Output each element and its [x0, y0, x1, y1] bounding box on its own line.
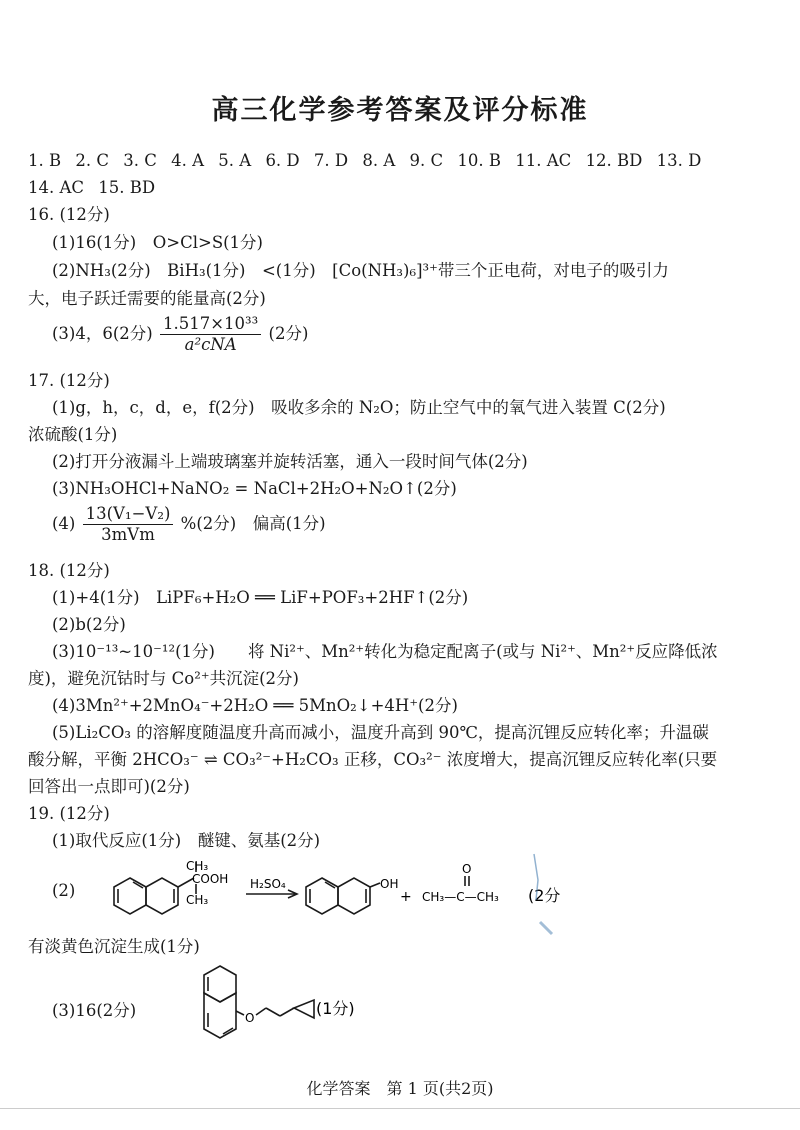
q19-part2-score: (2分 [528, 886, 561, 905]
ether-ring-bottom [204, 993, 236, 1038]
q17-part3: (3)NH₃OHCl+NaNO₂ = NaCl+2H₂O+N₂O↑(2分) [52, 479, 457, 498]
reaction-scheme [100, 856, 570, 936]
q17-part2: (2)打开分液漏斗上端玻璃塞并旋转活塞，通入一段时间气体(2分) [52, 452, 528, 471]
q16-part1: (1)16(1分) O>Cl>S(1分) [52, 233, 263, 252]
product-hydroxyl: OH [380, 877, 399, 891]
page-footer: 化学答案 第 1 页(共2页) [306, 1079, 494, 1098]
reactant-carboxyl: COOH [192, 872, 229, 886]
q16-part3 [52, 314, 308, 355]
q16-part2-cont: 大，电子跃迁需要的能量高(2分) [28, 289, 266, 308]
q17-part4-score: %(2分) 偏高(1分) [180, 514, 326, 533]
mc-answer: 7. D [313, 151, 349, 170]
mc-answer: 11. AC [515, 151, 572, 170]
q17-part1: (1)g，h，c，d，e，f(2分) 吸收多余的 N₂O；防止空气中的氧气进入装置 C(2分) [52, 398, 666, 417]
mc-answer: 5. A [218, 151, 252, 170]
mc-answer: 1. B [28, 151, 62, 170]
q17-part4 [52, 504, 326, 545]
q19-heading: 19. (12分) [28, 804, 110, 823]
reactant-methyl-top: CH₃ [186, 859, 209, 873]
mc-answer: 14. AC [28, 178, 85, 197]
acetone-formula: CH₃—C—CH₃ [422, 890, 499, 904]
bottom-divider [0, 1108, 800, 1109]
q16-density-fraction [160, 314, 261, 355]
mc-answer: 15. BD [98, 178, 156, 197]
scan-smudge [530, 850, 560, 940]
q16-heading: 16. (12分) [28, 205, 110, 224]
acetone-oxygen: O [462, 862, 472, 876]
naphthalene-ring-left [114, 878, 146, 914]
mc-answer: 6. D [265, 151, 300, 170]
page-title: 高三化学参考答案及评分标准 [211, 95, 589, 126]
q18-heading: 18. (12分) [28, 561, 110, 580]
epoxide-ring [294, 1000, 314, 1018]
q18-part3: (3)10⁻¹³~10⁻¹²(1分) 将 Ni²⁺、Mn²⁺转化为稳定配离子(或与 Ni²⁺、Mn²⁺反应降低浓 [52, 642, 718, 661]
mc-answer: 12. BD [585, 151, 643, 170]
q16-part3-prefix: (3)4，6(2分) [52, 324, 153, 343]
q17-part1-cont: 浓硫酸(1分) [28, 425, 118, 444]
mc-answer: 4. A [171, 151, 205, 170]
q16-part3-score: (2分) [268, 324, 309, 343]
reagent-sulfuric-acid: H₂SO₄ [250, 877, 286, 891]
q16-part2: (2)NH₃(2分) BiH₃(1分) <(1分) [Co(NH₃)₆]³⁺带三个正电荷，对电子的吸引力 [52, 261, 669, 280]
q17-heading: 17. (12分) [28, 371, 110, 390]
mc-answer: 8. A [362, 151, 396, 170]
mc-answer: 3. C [123, 151, 157, 170]
q16-fraction-numerator: 1.517×10³³ [160, 314, 261, 335]
plus-sign: + [400, 889, 412, 905]
q17-fraction-denominator: 3mVm [101, 525, 155, 544]
q18-part5-cont2: 回答出一点即可)(2分) [28, 777, 190, 796]
reactant-methyl-bottom: CH₃ [186, 893, 209, 907]
mc-row-2 [28, 177, 164, 199]
q18-part2: (2)b(2分) [52, 615, 126, 634]
q16-fraction-denominator: a²cNA [184, 335, 237, 354]
q19-part3-prefix: (3)16(2分) [52, 1001, 137, 1020]
q18-part3-cont: 度)，避免沉钴时与 Co²⁺共沉淀(2分) [28, 669, 299, 688]
q19-part3-score: (1分) [316, 999, 355, 1018]
q17-part4-prefix: (4) [52, 514, 76, 533]
q18-part5-cont: 酸分解，平衡 2HCO₃⁻ ⇌ CO₃²⁻+H₂CO₃ 正移，CO₃²⁻ 浓度增大，提高沉锂反应转化率(只要 [28, 750, 718, 769]
q17-fraction-numerator: 13(V₁−V₂) [83, 504, 174, 525]
q18-part5: (5)Li₂CO₃ 的溶解度随温度升高而减小，温度升高到 90℃，提高沉锂反应转化率；升温碳 [52, 723, 709, 742]
q19-part2-prefix: (2) [52, 881, 76, 900]
q19-part2-cont: 有淡黄色沉淀生成(1分) [28, 937, 200, 956]
q17-fraction [83, 504, 174, 545]
ether-oxygen: O [245, 1011, 255, 1025]
mc-answer: 9. C [409, 151, 444, 170]
mc-answer: 2. C [75, 151, 109, 170]
mc-answer: 10. B [457, 151, 502, 170]
glycidyl-ether-structure [190, 960, 390, 1066]
mc-answer: 13. D [656, 151, 702, 170]
q18-part4: (4)3Mn²⁺+2MnO₄⁻+2H₂O ══ 5MnO₂↓+4H⁺(2分) [52, 696, 458, 715]
q19-part1: (1)取代反应(1分) 醚键、氨基(2分) [52, 831, 321, 850]
mc-row-1 [28, 150, 710, 172]
q18-part1: (1)+4(1分) LiPF₆+H₂O ══ LiF+POF₃+2HF↑(2分) [52, 588, 469, 607]
